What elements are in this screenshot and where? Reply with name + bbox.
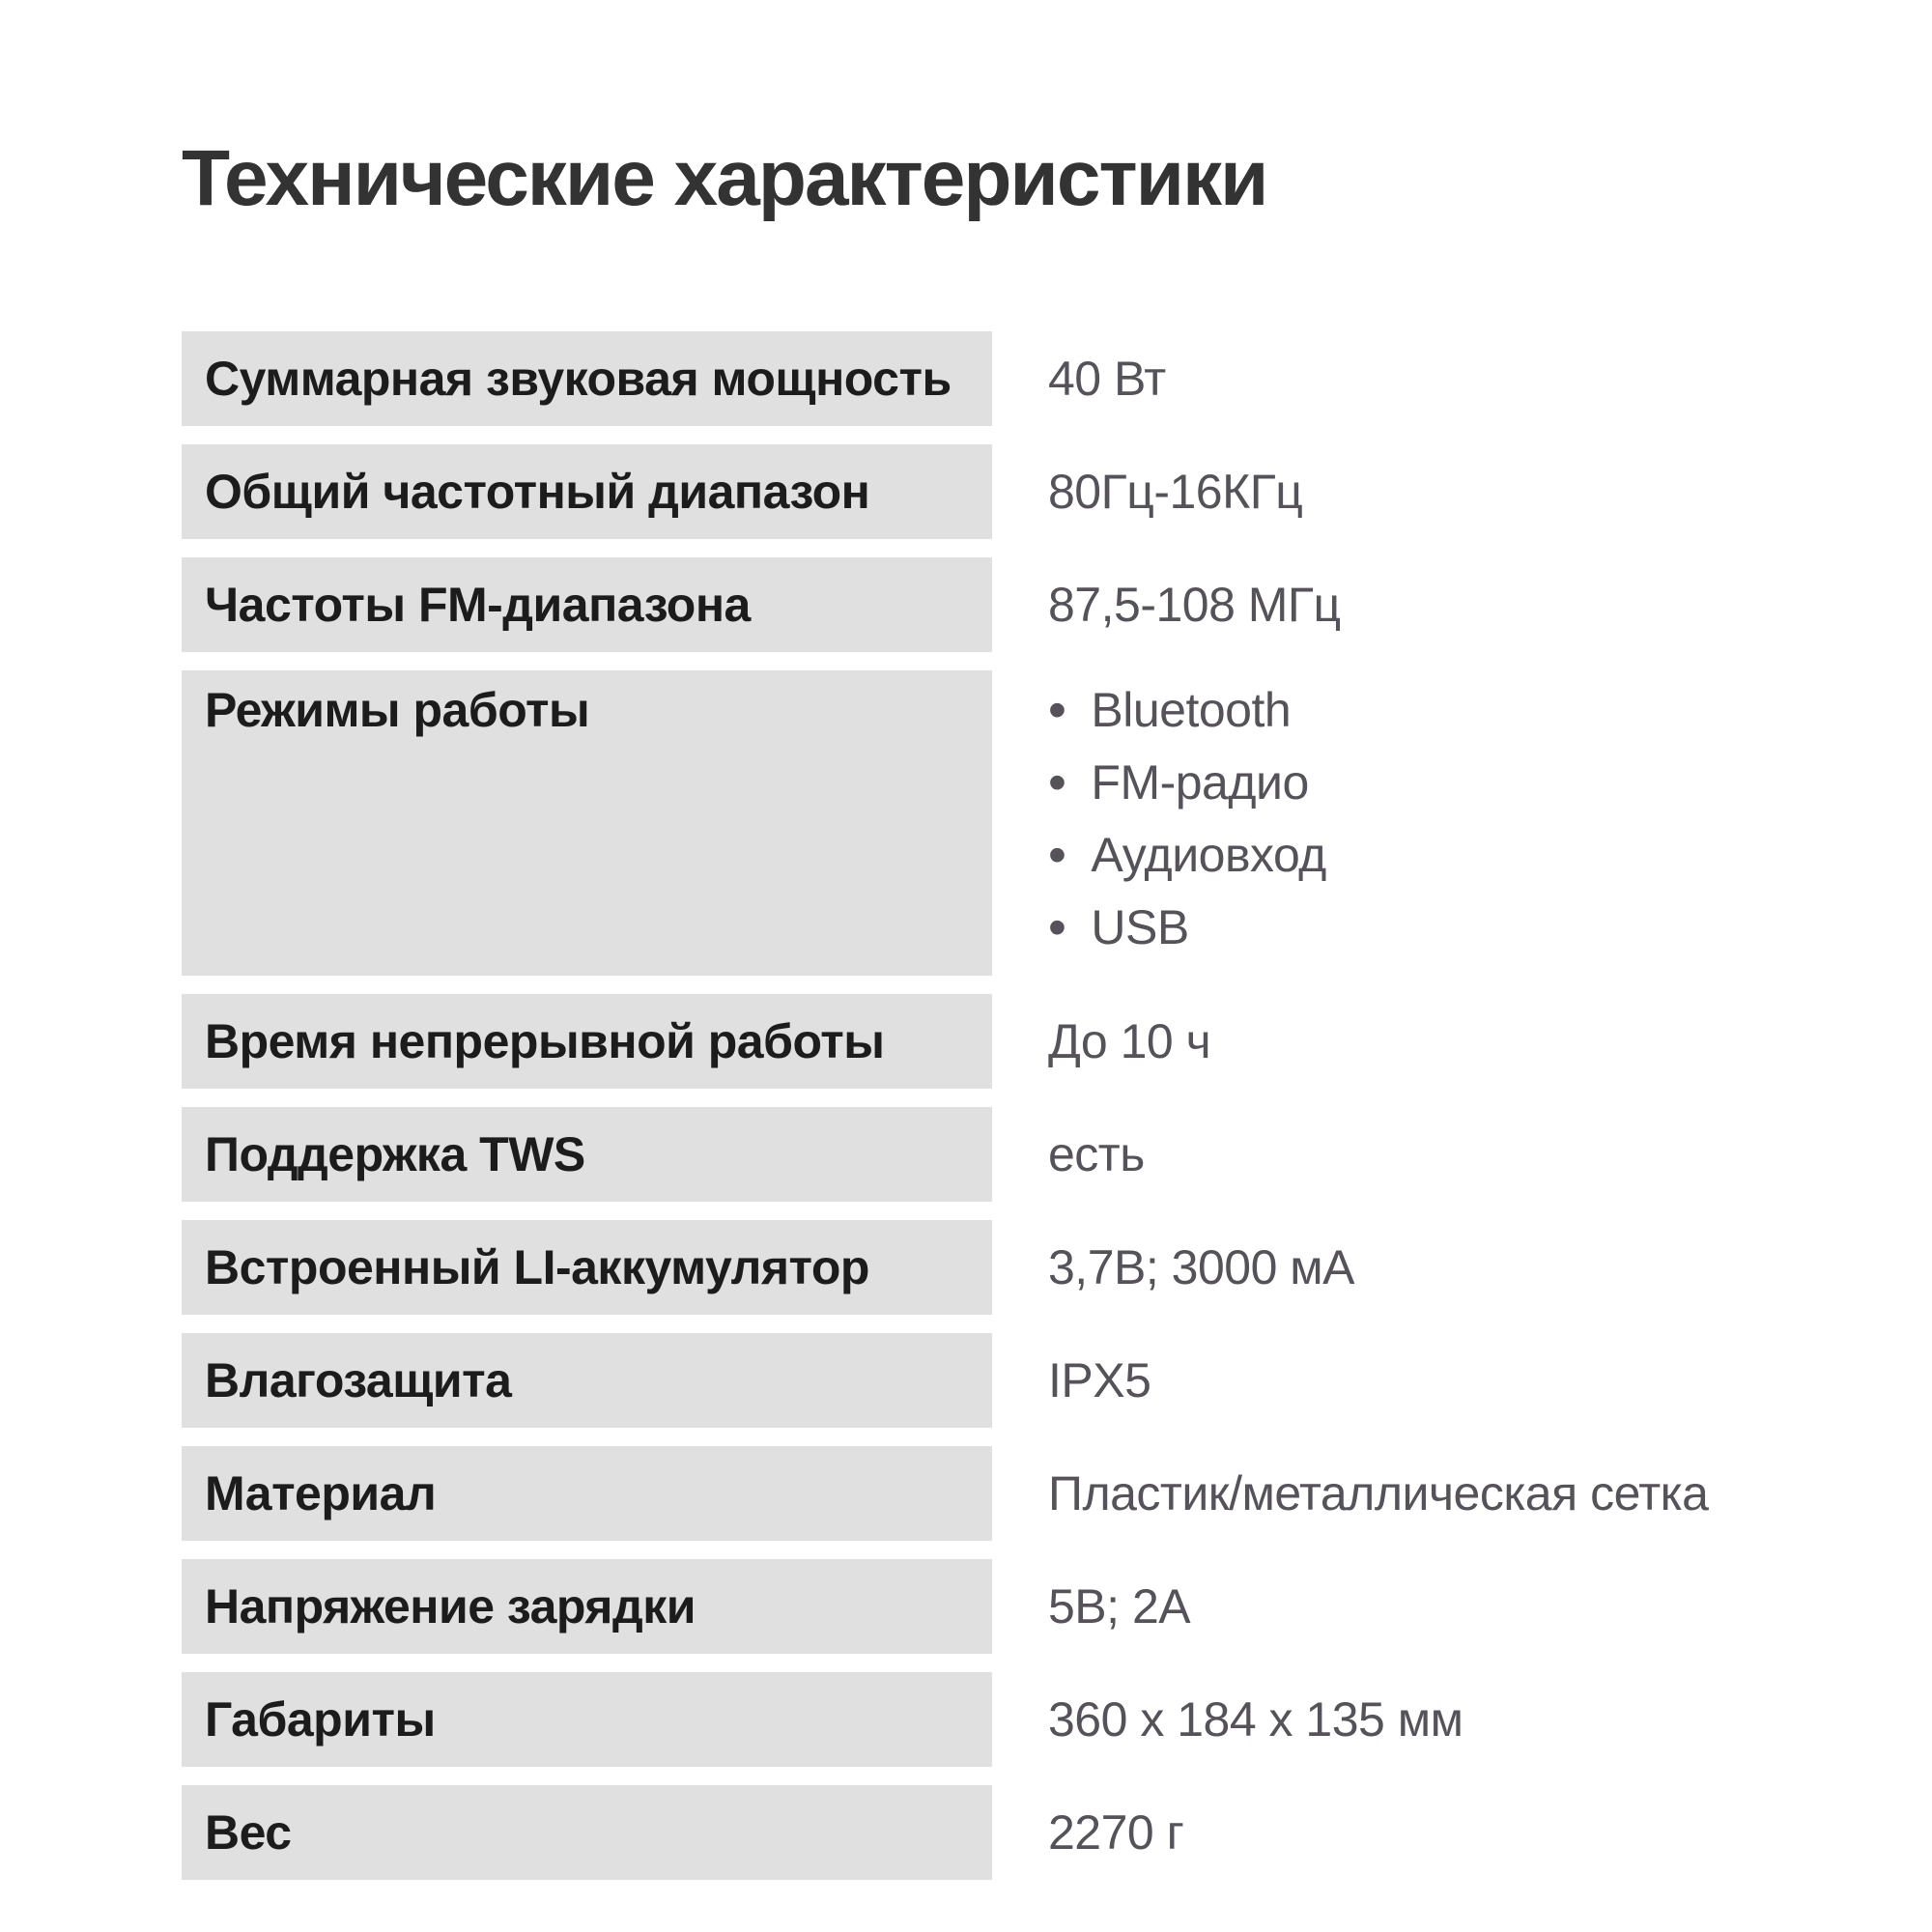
spec-table [182, 331, 1847, 1898]
mode-label: FM-радио [1091, 754, 1309, 810]
list-item [1048, 673, 1326, 746]
mode-label: Bluetooth [1091, 682, 1292, 737]
modes-list [1048, 670, 1326, 963]
table-row [182, 1333, 1847, 1428]
spec-value: IPX5 [1048, 1353, 1151, 1407]
spec-label: Общий частотный диапазон [182, 444, 992, 539]
table-row [182, 444, 1847, 539]
spec-value-modes [1048, 670, 1326, 976]
spec-value: есть [1048, 1127, 1145, 1181]
spec-label: Вес [182, 1785, 992, 1880]
spec-value: 87,5-108 МГц [1048, 578, 1341, 632]
spec-label: Материал [182, 1446, 992, 1541]
table-row [182, 1107, 1847, 1202]
table-row [182, 1220, 1847, 1315]
spec-label: Встроенный LI-аккумулятор [182, 1220, 992, 1315]
bullet-icon: • [1048, 897, 1066, 956]
spec-value: 5В; 2А [1048, 1579, 1191, 1634]
mode-label: Аудиовход [1091, 827, 1326, 882]
spec-label: Суммарная звуковая мощность [182, 331, 992, 426]
table-row [182, 1446, 1847, 1541]
table-row [182, 1559, 1847, 1654]
spec-value: Пластик/металлическая сетка [1048, 1466, 1709, 1520]
spec-label: Влагозащита [182, 1333, 992, 1428]
spec-value: 360 x 184 x 135 мм [1048, 1692, 1463, 1747]
table-row [182, 1785, 1847, 1880]
table-row [182, 994, 1847, 1089]
list-item [1048, 818, 1326, 891]
spec-label: Габариты [182, 1672, 992, 1767]
spec-value: 3,7В; 3000 мА [1048, 1240, 1354, 1294]
bullet-icon: • [1048, 825, 1066, 884]
page-title: Технические характеристики [182, 134, 1267, 222]
bullet-icon: • [1048, 753, 1066, 811]
spec-label: Напряжение зарядки [182, 1559, 992, 1654]
table-row [182, 557, 1847, 652]
spec-label: Режимы работы [182, 670, 992, 976]
table-row [182, 331, 1847, 426]
table-row-modes [182, 670, 1847, 976]
spec-value: 40 Вт [1048, 352, 1166, 406]
mode-label: USB [1091, 899, 1189, 954]
spec-value: 2270 г [1048, 1805, 1184, 1860]
table-row [182, 1672, 1847, 1767]
bullet-icon: • [1048, 680, 1066, 739]
spec-value: 80Гц-16КГц [1048, 465, 1303, 519]
list-item [1048, 891, 1326, 963]
spec-label: Частоты FM-диапазона [182, 557, 992, 652]
spec-value: До 10 ч [1048, 1014, 1211, 1068]
list-item [1048, 746, 1326, 818]
spec-label: Поддержка TWS [182, 1107, 992, 1202]
spec-label: Время непрерывной работы [182, 994, 992, 1089]
